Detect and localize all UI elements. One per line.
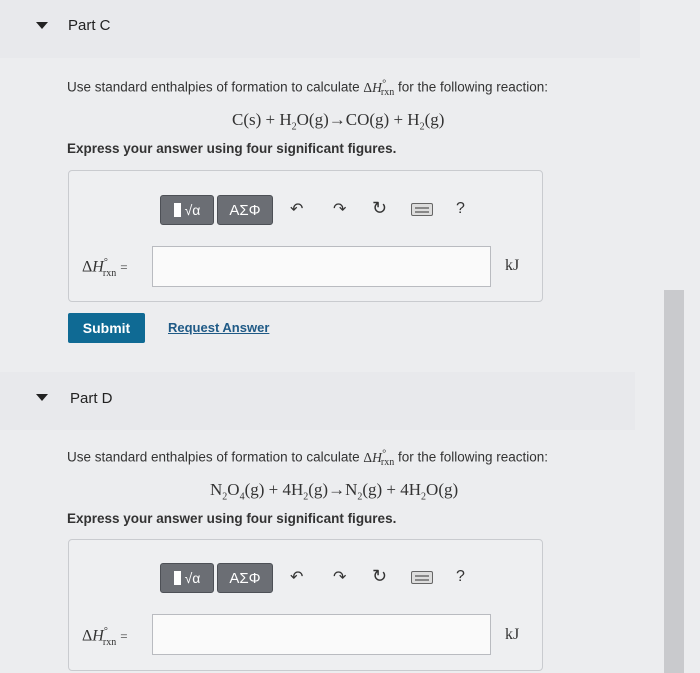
reset-icon[interactable]: ↻ [372,198,388,218]
part-c-answer-label: $\Delta H^\circ_{rxn}$ = [82,257,128,279]
greek-symbols-label: ΑΣΦ [229,201,261,219]
templates-label: √α [184,570,201,586]
part-d-express-note: Express your answer using four significant figures. [67,511,397,526]
reset-icon[interactable]: ↻ [372,566,388,586]
keyboard-icon[interactable] [411,571,433,584]
scrollbar-thumb[interactable] [664,290,684,673]
greek-symbols-button[interactable] [217,563,273,593]
part-d-unit: kJ [505,626,520,643]
templates-button[interactable] [160,195,214,225]
part-d-title: Part D [70,390,113,407]
part-d-answer-label: $\Delta H^\circ_{rxn}$ = [82,626,128,648]
part-c-answer-input[interactable] [152,246,491,287]
templates-label: √α [184,202,201,218]
redo-icon[interactable]: ↷ [333,569,347,586]
part-c-title: Part C [68,17,111,34]
greek-symbols-button[interactable] [217,195,273,225]
undo-icon[interactable]: ↶ [290,569,304,586]
part-c-unit: kJ [505,257,520,274]
help-icon[interactable]: ? [456,568,465,585]
keyboard-icon[interactable] [411,203,433,216]
undo-icon[interactable]: ↶ [290,201,304,218]
help-icon[interactable]: ? [456,200,465,217]
submit-button[interactable]: Submit [68,313,145,343]
templates-button[interactable] [160,563,214,593]
part-d-answer-input[interactable] [152,614,491,655]
part-d-collapse-icon[interactable] [36,394,48,401]
greek-symbols-label: ΑΣΦ [229,569,261,587]
part-d-reaction: $N_2O_4(g) + 4H_2(g)\to N_2(g) + 4H_2O(g)$ [210,480,459,503]
part-c-express-note: Express your answer using four significant figures. [67,141,397,156]
request-answer-link[interactable]: Request Answer [168,320,270,335]
part-d-instruction: Use standard enthalpies of formation to calculate $\Delta H^\circ_{rxn}$ for the following reaction: [67,448,549,469]
redo-icon[interactable]: ↷ [333,201,347,218]
part-c-instruction: Use standard enthalpies of formation to calculate $\Delta H^\circ_{rxn}$ for the following reaction: [67,78,549,99]
part-c-collapse-icon[interactable] [36,22,48,29]
part-c-reaction: $C(s) + H_2O(g)\to CO(g) + H_2(g)$ [232,110,445,133]
